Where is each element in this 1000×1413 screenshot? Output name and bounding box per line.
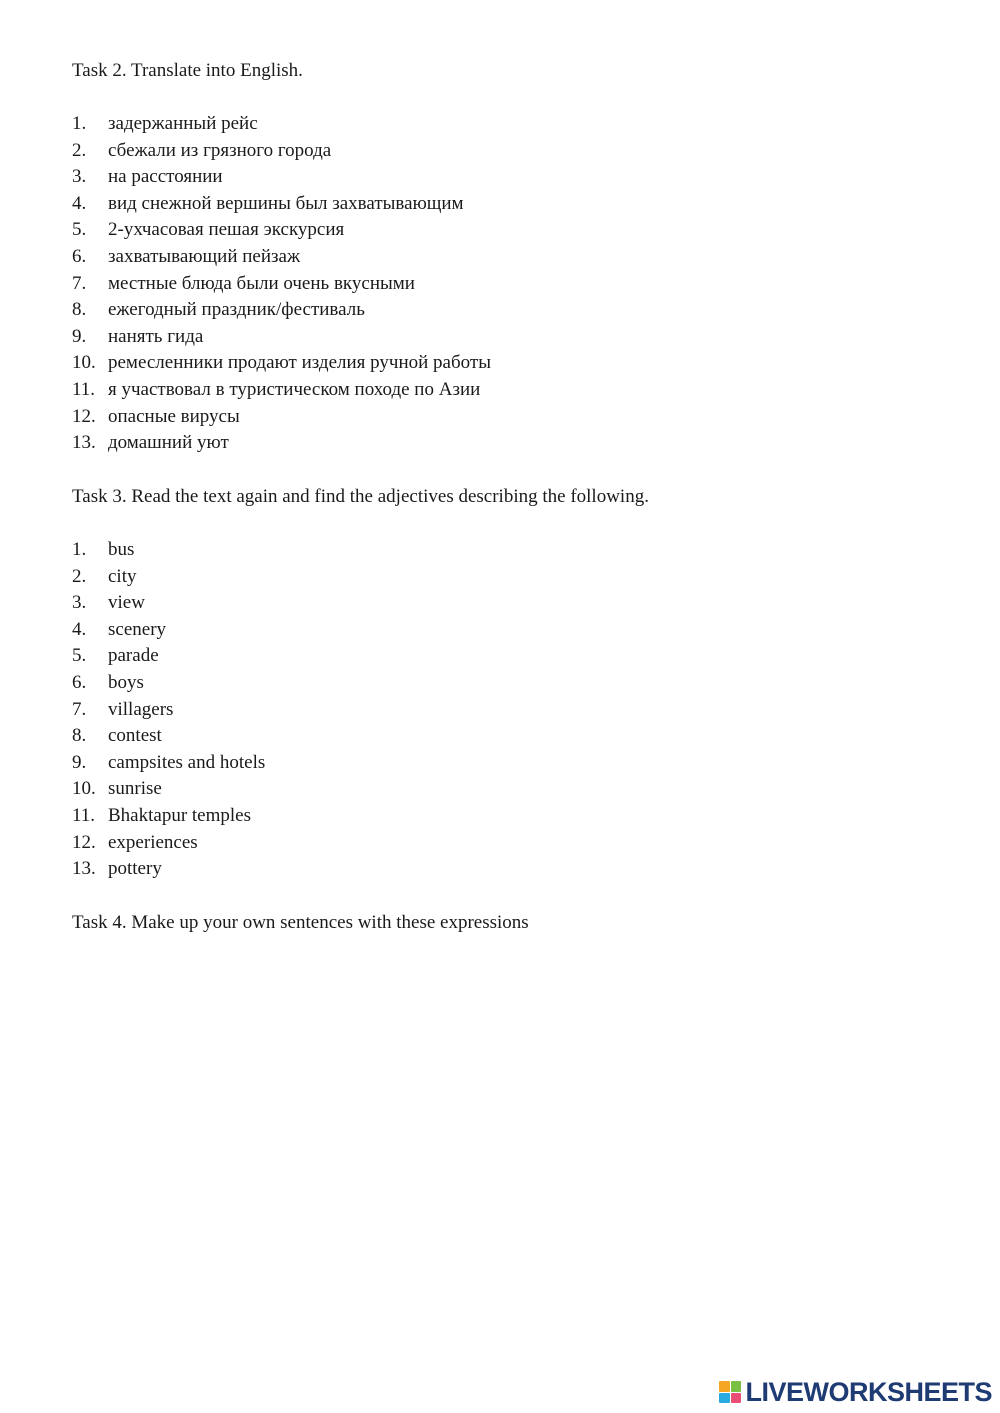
list-item-number: 5. bbox=[72, 645, 87, 667]
list-item-text: bus bbox=[108, 539, 135, 560]
list-item bbox=[72, 564, 265, 591]
list-item-number: 13. bbox=[72, 858, 96, 880]
logo-square-4 bbox=[731, 1393, 742, 1404]
list-item bbox=[72, 164, 491, 191]
list-item-number: 12. bbox=[72, 405, 96, 427]
watermark-text: LIVEWORKSHEETS bbox=[745, 1377, 992, 1407]
list-item bbox=[72, 350, 491, 377]
list-item-number: 4. bbox=[72, 618, 87, 640]
list-item-text: домашний уют bbox=[108, 432, 229, 454]
list-item-text: view bbox=[108, 592, 145, 614]
list-item bbox=[72, 803, 265, 830]
list-item-text: 2-ухчасовая пешая экскурсия bbox=[108, 219, 345, 241]
list-item-number: 1. bbox=[72, 539, 87, 560]
list-item-text: задержанный рейс bbox=[108, 113, 258, 134]
liveworksheets-logo-icon bbox=[719, 1381, 741, 1403]
list-item-text: на расстоянии bbox=[108, 166, 223, 188]
list-item-text: city bbox=[108, 565, 137, 587]
list-item-number: 5. bbox=[72, 219, 87, 241]
task3-list bbox=[72, 537, 265, 883]
logo-square-3 bbox=[719, 1393, 730, 1404]
list-item-text: я участвовал в туристическом походе по Азии bbox=[108, 378, 481, 400]
list-item-number: 10. bbox=[72, 352, 96, 374]
list-item-text: campsites and hotels bbox=[108, 751, 266, 773]
list-item bbox=[72, 377, 491, 404]
list-item bbox=[72, 324, 491, 351]
list-item bbox=[72, 723, 265, 750]
task2-list bbox=[72, 111, 491, 457]
list-item-number: 11. bbox=[72, 804, 96, 826]
list-item-text: ремесленники продают изделия ручной работы bbox=[108, 352, 491, 374]
list-item bbox=[72, 590, 265, 617]
list-item-text: Bhaktapur temples bbox=[108, 804, 251, 826]
list-item bbox=[72, 404, 491, 431]
list-item bbox=[72, 271, 491, 298]
list-item-number: 1. bbox=[72, 113, 87, 134]
list-item-text: scenery bbox=[108, 618, 167, 640]
list-item-text: нанять гида bbox=[108, 325, 204, 347]
list-item-number: 8. bbox=[72, 725, 87, 747]
list-item-number: 4. bbox=[72, 192, 87, 214]
list-item bbox=[72, 750, 265, 777]
list-item bbox=[72, 430, 491, 457]
list-item-number: 7. bbox=[72, 272, 87, 294]
list-item-text: experiences bbox=[108, 831, 198, 853]
list-item-text: вид снежной вершины был захватывающим bbox=[108, 192, 464, 214]
list-item-text: сбежали из грязного города bbox=[108, 139, 332, 161]
list-item-number: 7. bbox=[72, 698, 87, 720]
list-item-number: 2. bbox=[72, 565, 87, 587]
list-item-text: parade bbox=[108, 645, 159, 667]
list-item bbox=[72, 617, 265, 644]
list-item bbox=[72, 643, 265, 670]
list-item bbox=[72, 537, 265, 564]
list-item-text: захватывающий пейзаж bbox=[108, 245, 301, 267]
list-item-number: 12. bbox=[72, 831, 96, 853]
list-item-number: 2. bbox=[72, 139, 87, 161]
list-item bbox=[72, 297, 491, 324]
list-item bbox=[72, 244, 491, 271]
list-item-number: 13. bbox=[72, 432, 96, 454]
list-item-number: 9. bbox=[72, 325, 87, 347]
logo-square-1 bbox=[719, 1381, 730, 1392]
list-item-number: 6. bbox=[72, 671, 87, 693]
list-item-text: boys bbox=[108, 671, 144, 693]
list-item bbox=[72, 217, 491, 244]
list-item bbox=[72, 830, 265, 857]
list-item-text: contest bbox=[108, 725, 162, 747]
list-item bbox=[72, 138, 491, 165]
task4-heading: Task 4. Make up your own sentences with these expressions bbox=[72, 912, 529, 933]
logo-square-2 bbox=[731, 1381, 742, 1392]
list-item bbox=[72, 776, 265, 803]
list-item-number: 6. bbox=[72, 245, 87, 267]
list-item-number: 3. bbox=[72, 166, 87, 188]
liveworksheets-watermark bbox=[719, 1377, 992, 1407]
list-item-number: 8. bbox=[72, 299, 87, 321]
list-item bbox=[72, 856, 265, 883]
list-item-number: 11. bbox=[72, 378, 96, 400]
list-item bbox=[72, 111, 491, 138]
list-item bbox=[72, 191, 491, 218]
list-item-text: sunrise bbox=[108, 778, 162, 800]
task2-heading: Task 2. Translate into English. bbox=[72, 60, 303, 81]
list-item-text: ежегодный праздник/фестиваль bbox=[108, 299, 365, 321]
list-item-text: villagers bbox=[108, 698, 174, 720]
list-item-text: pottery bbox=[108, 858, 162, 880]
list-item-number: 10. bbox=[72, 778, 96, 800]
list-item-number: 9. bbox=[72, 751, 87, 773]
list-item bbox=[72, 670, 265, 697]
task3-heading: Task 3. Read the text again and find the adjectives describing the following. bbox=[72, 486, 649, 507]
list-item bbox=[72, 697, 265, 724]
list-item-number: 3. bbox=[72, 592, 87, 614]
list-item-text: опасные вирусы bbox=[108, 405, 240, 427]
list-item-text: местные блюда были очень вкусными bbox=[108, 272, 415, 294]
